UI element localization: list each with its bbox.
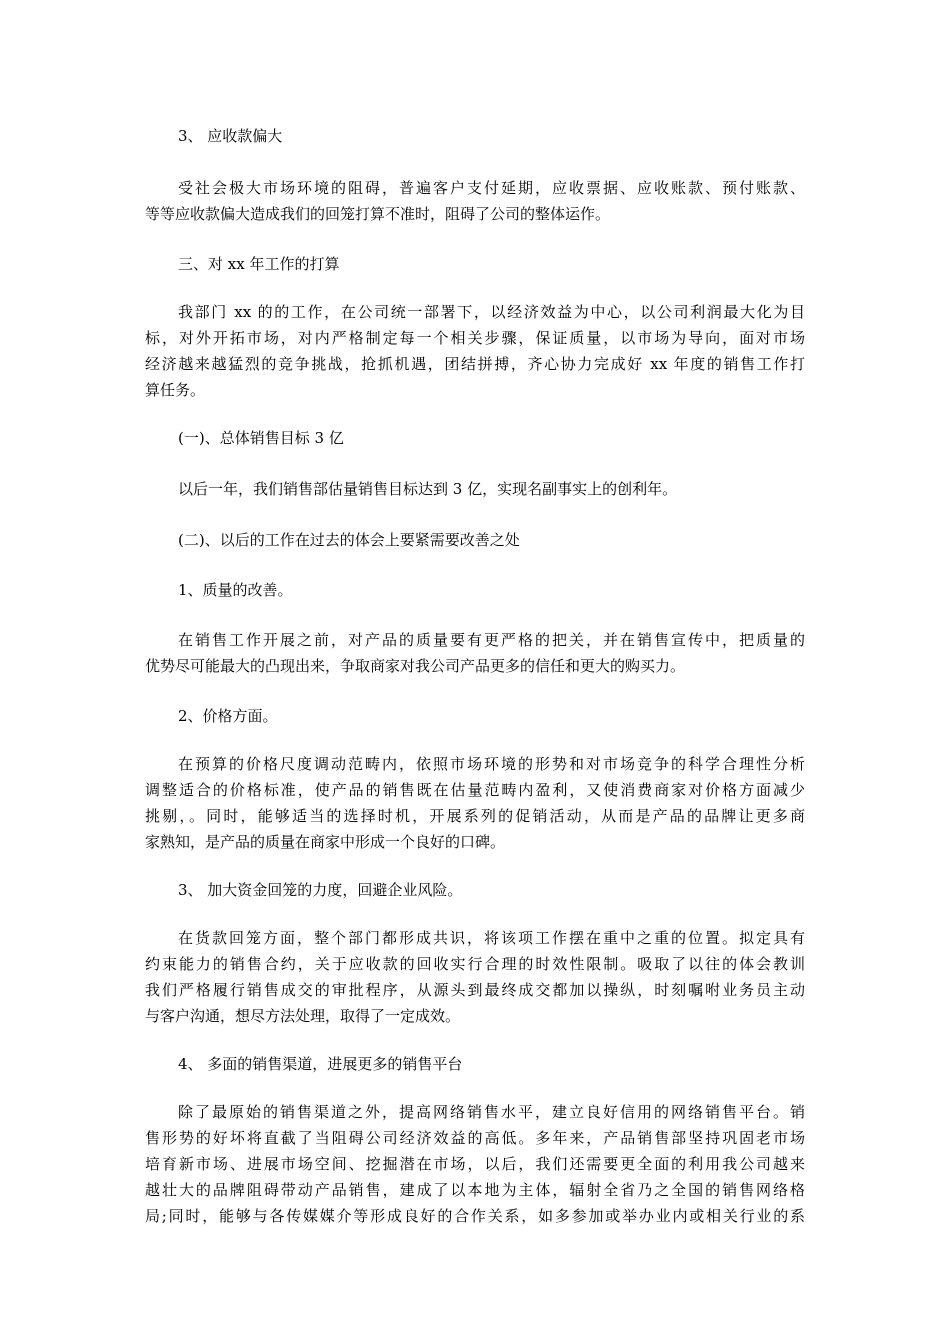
paragraph-line: 我们严格履行销售成交的审批程序，从源头到最终成交都加以操纵，时刻嘱咐业务员主动 (145, 981, 805, 999)
paragraph-line: 在预算的价格尺度调动范畴内，依照市场环境的形势和对市场竞争的科学合理性分析 (178, 755, 805, 773)
paragraph-line: 约束能力的销售合约，关于应收款的回收实行合理的时效性限制。吸取了以往的体会教训 (145, 955, 805, 973)
heading-sales-channels: 4、 多面的销售渠道，进展更多的销售平台 (178, 1055, 463, 1073)
paragraph-line: 以后一年，我们销售部估量销售目标达到 3 亿，实现名副事实上的创利年。 (178, 480, 678, 498)
paragraph-line: 售形势的好坏将直截了当阻碍公司经济效益的高低。多年来，产品销售部坚持巩固老市场 (145, 1129, 805, 1147)
heading-capital-recovery: 3、 加大资金回笼的力度，回避企业风险。 (178, 881, 463, 899)
paragraph-line: 培育新市场、进展市场空间、挖掘潜在市场，以后，我们还需要更全面的利用我公司越来 (145, 1155, 805, 1173)
paragraph-line: 在销售工作开展之前，对产品的质量要有更严格的把关，并在销售宣传中，把质量的 (178, 631, 805, 649)
heading-sales-target: (一)、总体销售目标 3 亿 (178, 429, 344, 447)
heading-quality: 1、质量的改善。 (178, 581, 293, 599)
heading-receivables: 3、 应收款偏大 (178, 127, 283, 145)
paragraph-line: 等等应收款偏大造成我们的回笼打算不准时，阻碍了公司的整体运作。 (145, 205, 611, 223)
paragraph-line: 我部门 xx 的的工作，在公司统一部署下，以经济效益为中心，以公司利润最大化为目 (178, 303, 805, 321)
paragraph-line: 除了最原始的销售渠道之外，提高网络销售水平，建立良好信用的网络销售平台。销 (178, 1103, 805, 1121)
paragraph-line: 挑剔，。同时，能够适当的选择时机，开展系列的促销活动，从而是产品的品牌让更多商 (145, 807, 805, 825)
paragraph-line: 受社会极大市场环境的阻碍，普遍客户支付延期，应收票据、应收账款、预付账款、 (178, 179, 805, 197)
paragraph-line: 在货款回笼方面，整个部门都形成共识，将该项工作摆在重中之重的位置。拟定具有 (178, 929, 805, 947)
paragraph-line: 家熟知，是产品的质量在商家中形成一个良好的口碑。 (145, 833, 506, 851)
paragraph-line: 经济越来越猛烈的竞争挑战，抢抓机遇，团结拼搏，齐心协力完成好 xx 年度的销售工作打 (145, 355, 805, 373)
paragraph-line: 局;同时，能够与各传媒媒介等形成良好的合作关系，如多参加或举办业内或相关行业的系 (145, 1207, 805, 1225)
paragraph-line: 优势尽可能最大的凸现出来，争取商家对我公司产品更多的信任和更大的购买力。 (145, 657, 686, 675)
heading-improvements: (二)、以后的工作在过去的体会上要紧需要改善之处 (178, 531, 520, 549)
paragraph-line: 调整适合的价格标准，使产品的销售既在估量范畴内盈利，又使消费商家对价格方面减少 (145, 781, 805, 799)
paragraph-line: 算任务。 (145, 381, 206, 399)
paragraph-line: 标，对外开拓市场，对内严格制定每一个相关步骤，保证质量，以市场为导向，面对市场 (145, 329, 805, 347)
heading-plan: 三、对 xx 年工作的打算 (178, 255, 340, 273)
heading-price: 2、价格方面。 (178, 707, 278, 725)
paragraph-line: 与客户沟通，想尽方法处理，取得了一定成效。 (145, 1007, 461, 1025)
paragraph-line: 越壮大的品牌阻碍带动产品销售，建成了以本地为主体，辐射全省乃之全国的销售网络格 (145, 1181, 805, 1199)
